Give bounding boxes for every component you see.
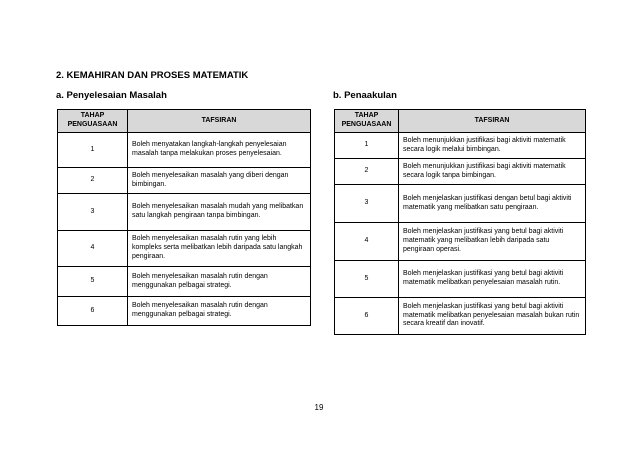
- table-row: [58, 194, 311, 231]
- level-cell: 5: [335, 261, 399, 298]
- subheading-reasoning: b. Penaakulan: [333, 90, 397, 101]
- description-cell: Boleh menyatakan langkah-langkah penyelesaian masalah tanpa melakukan proses penyelesaian.: [128, 133, 311, 168]
- description-cell: Boleh menyelesaikan masalah rutin dengan menggunakan pelbagai strategi.: [128, 297, 311, 326]
- description-column-header: TAFSIRAN: [128, 110, 311, 133]
- level-cell: 2: [58, 168, 128, 194]
- table-row: [335, 159, 586, 185]
- description-column-header: TAFSIRAN: [399, 110, 586, 133]
- table-row: [335, 133, 586, 159]
- description-cell: Boleh menunjukkan justifikasi bagi aktiviti matematik secara logik melalui bimbingan.: [399, 133, 586, 159]
- table-row: [58, 297, 311, 326]
- table-row: [335, 261, 586, 298]
- description-cell: Boleh menunjukkan justifikasi bagi aktiviti matematik secara logik tanpa bimbingan.: [399, 159, 586, 185]
- level-column-header: TAHAP PENGUASAAN: [335, 110, 399, 133]
- description-cell: Boleh menyelesaikan masalah yang diberi dengan bimbingan.: [128, 168, 311, 194]
- level-cell: 1: [58, 133, 128, 168]
- level-cell: 4: [335, 223, 399, 261]
- table-row: [335, 185, 586, 223]
- section-heading: 2. KEMAHIRAN DAN PROSES MATEMATIK: [56, 70, 249, 81]
- table-row: [58, 267, 311, 297]
- table-row: [335, 298, 586, 335]
- subheading-problem-solving: a. Penyelesaian Masalah: [56, 90, 167, 101]
- table-row: [335, 223, 586, 261]
- description-cell: Boleh menyelesaikan masalah rutin dengan menggunakan pelbagai strategi.: [128, 267, 311, 297]
- table-row: [58, 133, 311, 168]
- description-cell: Boleh menjelaskan justifikasi yang betul bagi aktiviti matematik melibatkan penyelesaian masalah bukan rutin secara kreatif dan inovatif.: [399, 298, 586, 335]
- level-cell: 3: [58, 194, 128, 231]
- level-cell: 4: [58, 231, 128, 267]
- reasoning-table: [334, 109, 586, 335]
- level-cell: 3: [335, 185, 399, 223]
- level-cell: 6: [58, 297, 128, 326]
- description-cell: Boleh menjelaskan justifikasi yang betul bagi aktiviti matematik melibatkan penyelesaian masalah rutin.: [399, 261, 586, 298]
- level-cell: 2: [335, 159, 399, 185]
- problem-solving-table: [57, 109, 311, 326]
- table-row: [58, 231, 311, 267]
- page-number: 19: [314, 403, 324, 412]
- level-column-header: TAHAP PENGUASAAN: [58, 110, 128, 133]
- description-cell: Boleh menyelesaikan masalah rutin yang lebih kompleks serta melibatkan lebih daripada satu langkah pengiraan.: [128, 231, 311, 267]
- description-cell: Boleh menjelaskan justifikasi dengan betul bagi aktiviti matematik yang melibatkan satu pengiraan.: [399, 185, 586, 223]
- description-cell: Boleh menyelesaikan masalah mudah yang melibatkan satu langkah pengiraan tanpa bimbingan.: [128, 194, 311, 231]
- level-cell: 5: [58, 267, 128, 297]
- description-cell: Boleh menjelaskan justifikasi yang betul bagi aktiviti matematik yang melibatkan lebih daripada satu pengiraan operasi.: [399, 223, 586, 261]
- level-cell: 1: [335, 133, 399, 159]
- level-cell: 6: [335, 298, 399, 335]
- table-row: [58, 168, 311, 194]
